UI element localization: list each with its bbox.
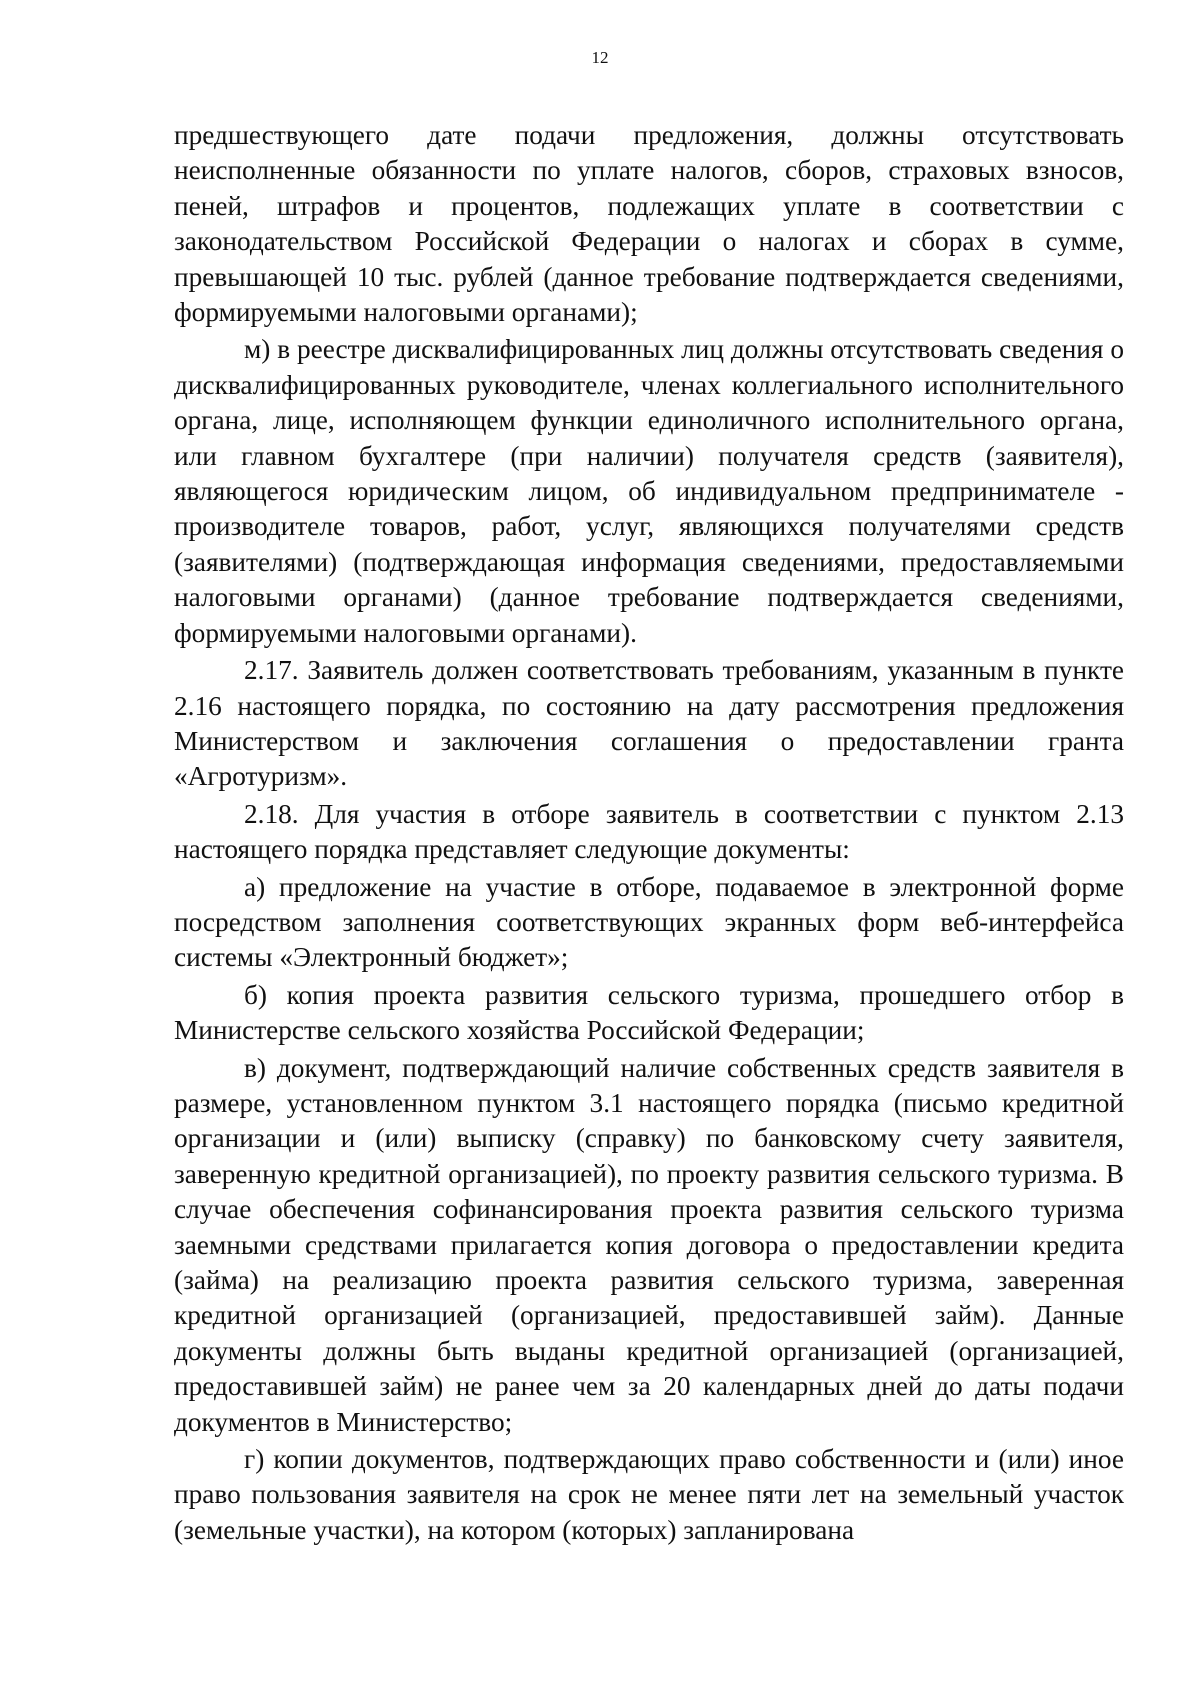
paragraph-2-17: 2.17. Заявитель должен соответствовать требованиям, указанным в пункте 2.16 настоящего порядка, по состоянию на дату рассмотрения предложения Министерством и заключения соглашения о предоставлении гранта «Агротуризм». (174, 655, 1124, 792)
paragraph-item-v: в) документ, подтверждающий наличие собственных средств заявителя в размере, установленном пунктом 3.1 настоящего порядка (письмо кредитной организации и (или) выписку (справку) по банковскому счету заявителя, заверенную кредитной организацией), по проекту развития сельского туризма. В случае обеспечения софинансирования проекта развития сельского туризма заемными средствами прилагается копия договора о предоставлении кредита (займа) на реализацию проекта развития сельского туризма, заверенная кредитной организацией (организацией, предоставившей займ). Данные документы должны быть выданы кредитной организацией (организацией, предоставившей займ) не ранее чем за 20 календарных дней до даты подачи документов в Министерство; (174, 1052, 1124, 1437)
paragraph-2-18: 2.18. Для участия в отборе заявитель в соответствии с пунктом 2.13 настоящего порядка представляет следующие документы: (174, 798, 1124, 865)
paragraph-item-a: а) предложение на участие в отборе, подаваемое в электронной форме посредством заполнения соответствующих экранных форм веб-интерфейса системы «Электронный бюджет»; (174, 871, 1124, 973)
paragraph-item-g: г) копии документов, подтверждающих право собственности и (или) иное право пользования заявителя на срок не менее пяти лет на земельный участок (земельные участки), на котором (которых) запланирована (174, 1444, 1124, 1545)
document-body (174, 118, 1124, 1548)
paragraph-item-m: м) в реестре дисквалифицированных лиц должны отсутствовать сведения о дисквалифицированных руководителе, членах коллегиального исполнительного органа, лице, исполняющем функции единоличного исполнительного органа, или главном бухгалтере (при наличии) получателя средств (заявителя), являющегося юридическим лицом, об индивидуальном предпринимателе - производителе товаров, работ, услуг, являющихся получателями средств (заявителями) (подтверждающая информация сведениями, предоставляемыми налоговыми органами) (данное требование подтверждается сведениями, формируемыми налоговыми органами). (174, 334, 1124, 648)
paragraph-item-b: б) копия проекта развития сельского туризма, прошедшего отбор в Министерстве сельского хозяйства Российской Федерации; (174, 979, 1124, 1046)
page-number: 12 (591, 48, 609, 67)
paragraph-continuation: предшествующего дате подачи предложения, должны отсутствовать неисполненные обязанности по уплате налогов, сборов, страховых взносов, пеней, штрафов и процентов, подлежащих уплате в соответствии с законодательством Российской Федерации о налогах и сборах в сумме, превышающей 10 тыс. рублей (данное требование подтверждается сведениями, формируемыми налоговыми органами); (174, 120, 1124, 328)
